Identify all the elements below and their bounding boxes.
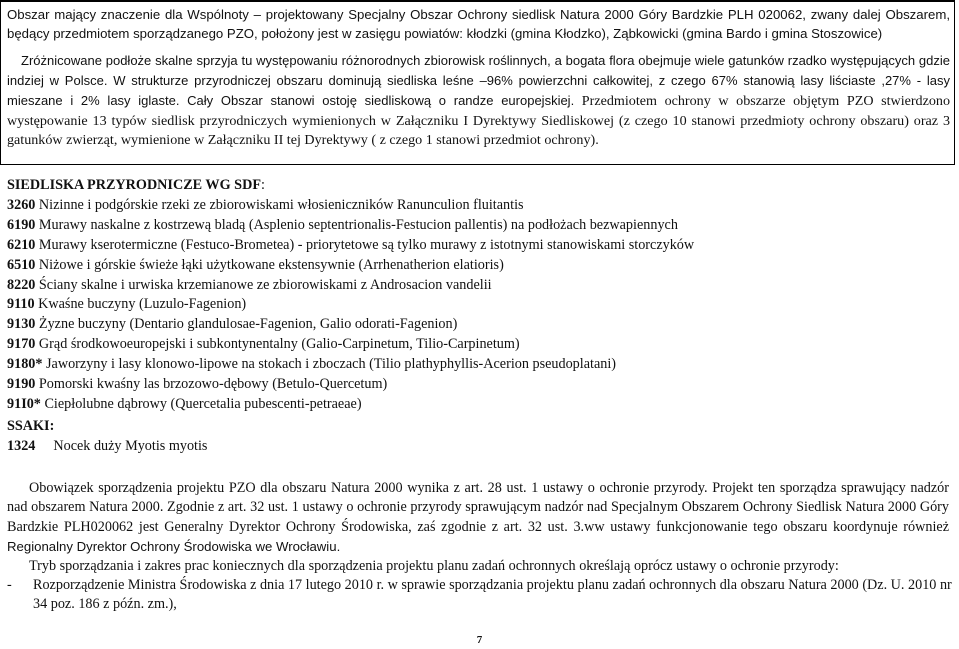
list-item bbox=[7, 236, 952, 256]
item-code: 8220 bbox=[7, 276, 36, 293]
item-text: Żyzne buczyny (Dentario glandulosae-Fagenion, Galio odorati-Fagenion) bbox=[35, 316, 458, 333]
list-item bbox=[7, 276, 952, 296]
list-item bbox=[7, 437, 952, 457]
item-text: Grąd środkowoeuropejski i subkontynentalny (Galio-Carpinetum, Tilio-Carpinetum) bbox=[35, 336, 520, 353]
item-code: 6210 bbox=[7, 236, 36, 253]
item-text: Niżowe i górskie świeże łąki użytkowane ekstensywnie (Arrhenatherion elatioris) bbox=[35, 256, 504, 273]
item-code: 9170 bbox=[7, 336, 36, 353]
description-serif-text: Przedmiotem ochrony w obszarze objętym PZO stwierdzono występowanie 13 typów siedlisk przyrodniczych wymienionych w Załączniku I Dyrektywy Siedliskowej (z czego 10 stanowi przedmioty ochrony obszaru) oraz 3 gatunków zwierząt, wymienione w Załączniku II tej Dyrektywy ( z czego 1 stanowi przedmiot ochrony). bbox=[7, 93, 951, 149]
mammals-heading: SSAKI: bbox=[7, 418, 55, 434]
list-item bbox=[7, 295, 952, 315]
mammal-list bbox=[7, 437, 952, 457]
legal-basis-paragraph bbox=[7, 479, 949, 557]
habitat-list bbox=[7, 196, 952, 415]
item-code: 9130 bbox=[7, 316, 36, 333]
list-dash: - bbox=[7, 577, 12, 593]
intro-paragraph: Obszar mający znaczenie dla Wspólnoty – projektowany Specjalny Obszar Ochrony siedlisk Natura 2000 Góry Bardzkie PLH 020062, zwany dalej Obszarem, będący przedmiotem sporządzanego PZO, położony jest w zasięgu powiatów: kłodzki (gmina Kłodzko), Ząbkowicki (gmina Bardo i gmina Stoszowice) bbox=[7, 7, 950, 42]
item-text: Murawy kserotermiczne (Festuco-Brometea) - priorytetowe są tylko murawy z istotnymi stanowiskami storczyków bbox=[35, 236, 695, 253]
item-code: 9190 bbox=[7, 376, 36, 393]
list-item bbox=[7, 375, 952, 395]
list-item bbox=[7, 355, 952, 375]
list-item bbox=[7, 335, 952, 355]
item-code: 9110 bbox=[7, 296, 35, 313]
item-text: Nocek duży Myotis myotis bbox=[53, 437, 208, 454]
list-item bbox=[7, 256, 952, 276]
regional-director-text: Regionalny Dyrektor Ochrony Środowiska we Wrocławiu. bbox=[7, 538, 341, 554]
item-code: 9180* bbox=[7, 356, 43, 373]
item-text: Ściany skalne i urwiska krzemianowe ze zbiorowiskami z Androsacion vandelii bbox=[35, 276, 492, 293]
summary-box bbox=[0, 0, 955, 165]
regulation-list-item bbox=[7, 576, 952, 615]
procedure-paragraph bbox=[7, 557, 949, 576]
description-paragraph bbox=[7, 51, 950, 151]
list-item bbox=[7, 196, 952, 216]
item-text: Jaworzyny i lasy klonowo-lipowe na stokach i zboczach (Tilio plathyphyllis-Acerion pseudoplatani) bbox=[42, 356, 617, 373]
list-item bbox=[7, 395, 952, 415]
list-item bbox=[7, 216, 952, 236]
item-code: 6510 bbox=[7, 256, 36, 273]
list-item bbox=[7, 315, 952, 335]
description-sans-text: Zróżnicowane podłoże skalne sprzyja tu występowaniu różnorodnych zbiorowisk roślinnych, a bogata flora obejmuje wiele gatunków rzadko występujących gdzie indziej w Polsce. W strukturze przyrodniczej obszaru dominują siedliska leśne –96% powierzchni całkowitej, z czego 67% stanowią lasy liściaste ,27% - lasy mieszane i 2% lasy iglaste. Cały Obszar stanowi ostoję siedliskową o randze europejskiej. bbox=[7, 52, 950, 109]
habitats-heading: SIEDLISKA PRZYRODNICZE WG SDF: bbox=[7, 177, 265, 193]
item-code: 91I0* bbox=[7, 395, 41, 412]
mammals-section bbox=[7, 417, 952, 457]
item-text: Murawy naskalne z kostrzewą bladą (Asplenio septentrionalis-Festucion pallentis) na podłożach bezwapiennych bbox=[35, 216, 678, 233]
procedure-text: Tryb sporządzania i zakres prac koniecznych dla sporządzenia projektu planu zadań ochronnych określają oprócz ustawy o ochronie przyrody: bbox=[29, 558, 839, 574]
regulation-text: Rozporządzenie Ministra Środowiska z dnia 17 lutego 2010 r. w sprawie sporządzania projektu planu zadań ochronnych dla obszaru Natura 2000 (Dz. U. 2010 nr 34 poz. 186 z późn. zm.), bbox=[33, 577, 952, 613]
item-code: 1324 bbox=[7, 437, 36, 454]
item-text: Kwaśne buczyny (Luzulo-Fagenion) bbox=[34, 296, 247, 313]
item-text: Ciepłolubne dąbrowy (Quercetalia pubescenti-petraeae) bbox=[40, 395, 362, 412]
item-text: Pomorski kwaśny las brzozowo-dębowy (Betulo-Quercetum) bbox=[35, 376, 388, 393]
item-text: Nizinne i podgórskie rzeki ze zbiorowiskami włosieniczników Ranunculion fluitantis bbox=[35, 196, 524, 213]
habitats-section bbox=[7, 176, 952, 415]
item-code: 6190 bbox=[7, 216, 36, 233]
page-number: 7 bbox=[476, 634, 483, 646]
legal-basis-text: Obowiązek sporządzenia projektu PZO dla obszaru Natura 2000 wynika z art. 28 ust. 1 ustawy o ochronie przyrody. Projekt ten sporządza sprawujący nadzór nad obszarem Natura 2000. Zgodnie z art. 32 ust. 1 ustawy o ochronie przyrody sprawującym nadzór nad Specjalnym Obszarem Ochrony Siedlisk Natura 2000 Góry Bardzkie PLH020062 jest Generalny Dyrektor Ochrony Środowiska, zaś zgodnie z art. 32 ust. 3.ww ustawy funkcjonowanie tego obszaru koordynuje również bbox=[7, 480, 949, 535]
item-code: 3260 bbox=[7, 196, 36, 213]
